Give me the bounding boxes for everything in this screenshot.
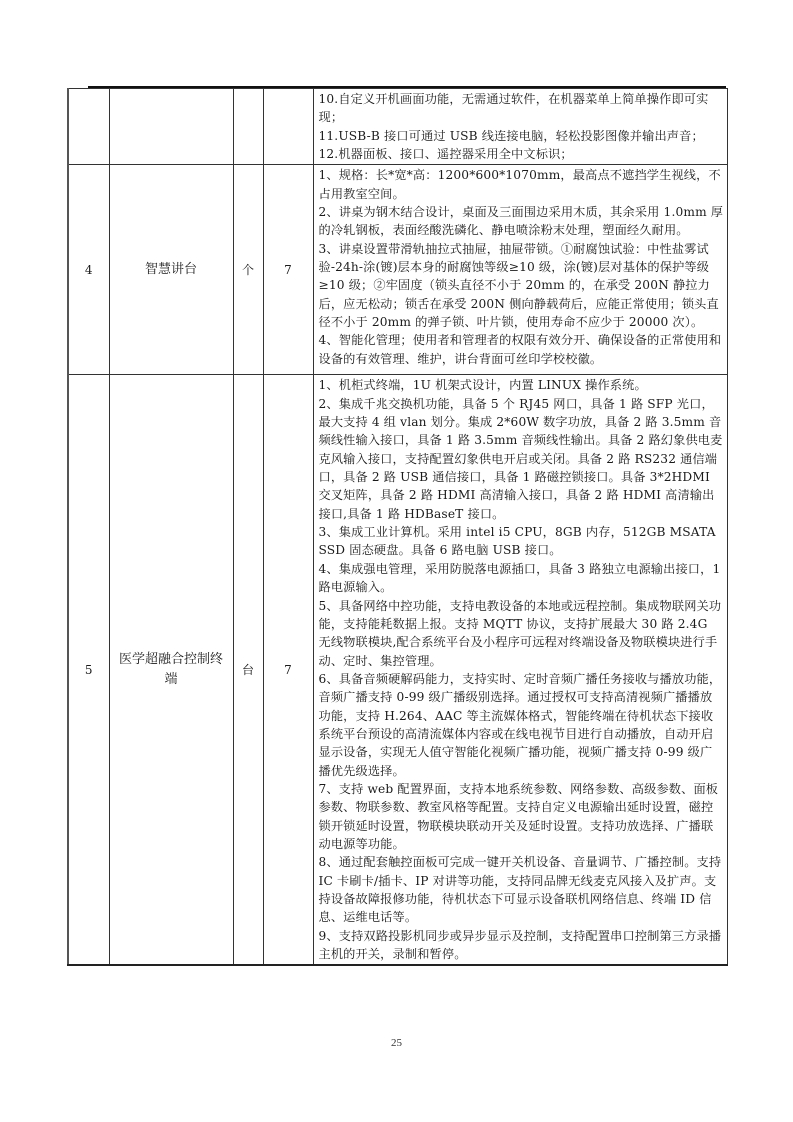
spec-line: 3、集成工业计算机。采用 intel i5 CPU，8GB 内存，512GB MSATA SSD 固态硬盘。具备 6 路电脑 USB 接口。 [318, 525, 716, 558]
item-name [109, 89, 233, 165]
spec-line: 4、智能化管理；使用者和管理者的权限有效分开、确保设备的正常使用和设备的有效管理、维护，讲台背面可丝印学校校徽。 [318, 333, 722, 366]
spec-line: 5、具备网络中控功能，支持电教设备的本地或远程控制。集成物联网关功能，支持能耗数据上报。支持 MQTT 协议，支持扩展最大 30 路 2.4G 无线物联模块,配合系统平台及小程序可远程对终端设备及物联模块进行手动、定时、集控管理。 [318, 598, 722, 668]
item-name: 智慧讲台 [109, 165, 233, 375]
item-specification [313, 375, 727, 966]
spec-line: 7、支持 web 配置界面，支持本地系统参数、网络参数、高级参数、面板参数、物联参数、教室风格等配置。支持自定义电源输出延时设置，磁控锁开锁延时设置，物联模块联动开关及延时设置。支持功放选择、广播联动电源等功能。 [318, 781, 719, 851]
spec-line: 1、机柜式终端，1U 机架式设计，内置 LINUX 操作系统。 [318, 378, 647, 393]
item-name: 医学超融合控制终端 [109, 375, 233, 966]
item-number: 4 [68, 165, 109, 375]
spec-line: 2、讲桌为钢木结合设计，桌面及三面围边采用木质，其余采用 1.0mm 厚的冷轧钢板，表面经酸洗磷化、静电喷涂粉末处理，塑面经久耐用。 [318, 205, 724, 238]
spec-table [67, 88, 728, 966]
spec-line: 8、通过配套触控面板可完成一键开关机设备、音量调节、广播控制。支持 IC 卡刷卡/插卡、IP 对讲等功能，支持同品牌无线麦克风接入及扩声。支持设备故障报修功能，待机状态下可显示设备联机网络信息、终端 ID 信息、运维电话等。 [318, 855, 722, 925]
spec-line: 4、集成强电管理，采用防脱落电源插口，具备 3 路独立电源输出接口，1 路电源输入。 [318, 561, 721, 595]
item-specification [313, 89, 727, 165]
spec-line: 6、具备音频硬解码能力，支持实时、定时音频广播任务接收与播放功能，音频广播支持 0-99 级广播级别选择。通过授权可支持高清视频广播播放功能，支持 H.264、AAC 等主流媒体格式，智能终端在待机状态下接收系统平台预设的高清流媒体内容或在线电视节目进行自动播放，自动开启显示设备，实现无人值守智能化视频广播功能，视频广播支持 0-99 级广播优先级选择。 [318, 671, 722, 778]
spec-line: 2、集成千兆交换机功能，具备 5 个 RJ45 网口，具备 1 路 SFP 光口，最大支持 4 组 vlan 划分。集成 2*60W 数字功放，具备 2 路 3.5mm 音频线性输入接口，具备 1 路 3.5mm 音频线性输出。具备 2 路幻象供电麦克风输入接口，支持配置幻象供电开启或关闭。具备 2 路 RS232 通信端口，具备 2 路 USB 通信接口，具备 1 路磁控锁接口。具备 3*2HDMI 交叉矩阵，具备 2 路 HDMI 高清输入接口，具备 2 路 HDMI 高清输出接口,具备 1 路 HDBaseT 接口。 [318, 396, 723, 521]
table-row [68, 165, 727, 375]
spec-line: 3、讲桌设置带滑轨抽拉式抽屉，抽屉带锁。①耐腐蚀试验：中性盐雾试验-24h-涂(镀)层本身的耐腐蚀等级≥10 级，涂(镀)层对基体的保护等级≥10 级；②牢固度（锁头直径不小于 20mm 的，在承受 200N 静拉力后，应无松动；锁舌在承受 200N 侧向静载荷后，应能正常使用；锁头直径不小于 20mm 的弹子锁、叶片锁，使用寿命不应少于 20000 次）。 [318, 241, 719, 330]
item-unit: 台 [233, 375, 263, 966]
page-number: 25 [391, 1037, 402, 1049]
item-number [68, 89, 109, 165]
spec-line: 10.自定义开机画面功能，无需通过软件，在机器菜单上简单操作即可实现； [318, 92, 709, 125]
table-row [68, 89, 727, 165]
item-specification [313, 165, 727, 375]
spec-line: 12.机器面板、接口、遥控器采用全中文标识； [318, 147, 573, 162]
spec-line: 9、支持双路投影机同步或异步显示及控制，支持配置串口控制第三方录播主机的开关，录制和暂停。 [318, 928, 722, 962]
item-quantity: 7 [263, 165, 313, 375]
item-quantity: 7 [263, 375, 313, 966]
item-number: 5 [68, 375, 109, 966]
spec-line: 11.USB-B 接口可通过 USB 线连接电脑，轻松投影图像并输出声音； [318, 128, 704, 143]
item-quantity [263, 89, 313, 165]
item-unit [233, 89, 263, 165]
table-row [68, 375, 727, 966]
item-unit: 个 [233, 165, 263, 375]
spec-line: 1、规格：长*宽*高：1200*600*1070mm，最高点不遮挡学生视线，不占用教室空间。 [318, 168, 721, 201]
